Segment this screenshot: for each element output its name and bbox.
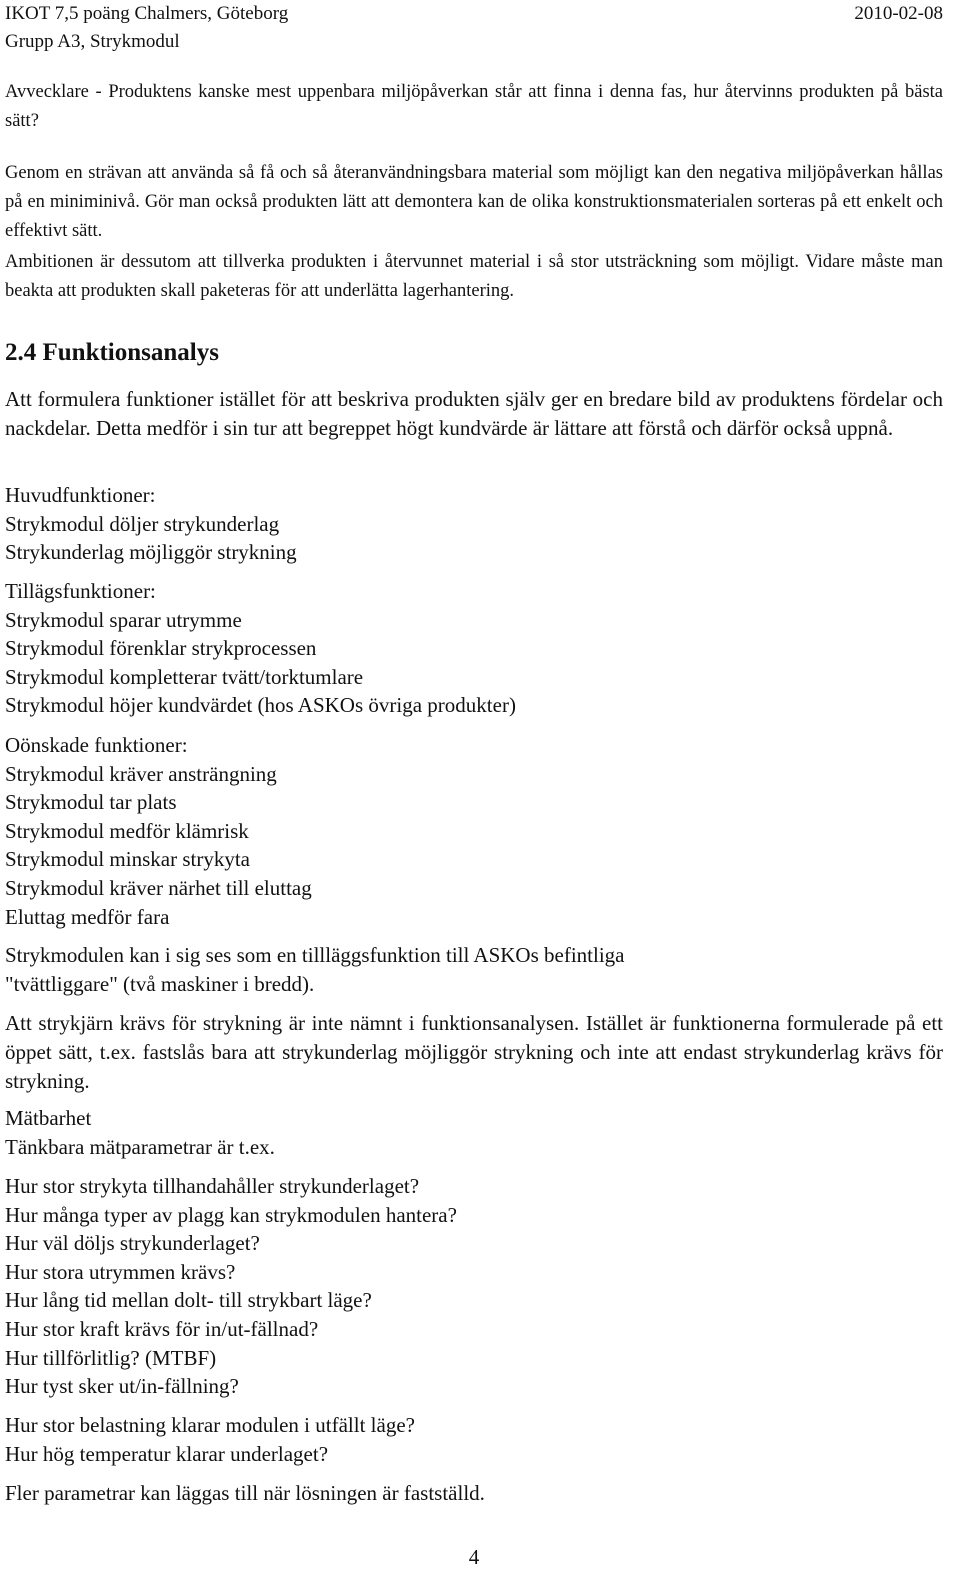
list-item: Strykunderlag möjliggör strykning xyxy=(5,540,297,565)
section-paragraph: Att formulera funktioner istället för att beskriva produkten själv ger en bredare bild av produktens fördelar och nackdelar. Detta medför i sin tur att begreppet högt kundvärde är lättare att förstå och därför också uppnå. xyxy=(5,387,943,440)
notes-paragraph-1: Strykmodulen kan i sig ses som en tillläggsfunktion till ASKOs befintliga "tvättliggare" (två maskiner i bredd). xyxy=(5,943,625,996)
intro-paragraph-1: Avvecklare - Produktens kanske mest uppenbara miljöpåverkan står att finna i denna fas, hur återvinns produkten på bästa sätt? xyxy=(5,82,943,131)
measurability-heading xyxy=(5,1104,943,1161)
intro-paragraph-3: Ambitionen är dessutom att tillverka produkten i återvunnet material i så stor utsträckning som möjligt. Vidare måste man beakta att produkten skall paketeras för att underlätta lagerhantering. xyxy=(5,252,943,301)
list-item: Hur många typer av plagg kan strykmodulen hantera? xyxy=(5,1202,457,1227)
main-functions-list xyxy=(5,481,943,567)
list-item: Strykmodul medför klämrisk xyxy=(5,818,249,843)
list-title: Huvudfunktioner: xyxy=(5,483,156,507)
list-item: Strykmodul minskar strykyta xyxy=(5,847,250,872)
list-item: Strykmodul kräver närhet till eluttag xyxy=(5,875,312,900)
list-item: Eluttag medför fara xyxy=(5,904,170,929)
list-item: Hur stor kraft krävs för in/ut-fällnad? xyxy=(5,1316,319,1341)
list-item: Hur väl döljs strykunderlaget? xyxy=(5,1231,260,1256)
list-item: Strykmodul sparar utrymme xyxy=(5,607,242,632)
page-header xyxy=(5,0,943,56)
header-group: Grupp A3, Strykmodul xyxy=(5,31,180,52)
measurability-questions-more xyxy=(5,1411,943,1468)
header-course: IKOT 7,5 poäng Chalmers, Göteborg xyxy=(5,3,289,24)
list-item: Strykmodul höjer kundvärdet (hos ASKOs övriga produkter) xyxy=(5,693,516,718)
list-item: Hur stor strykyta tillhandahåller strykunderlaget? xyxy=(5,1174,420,1198)
list-item: Strykmodul kräver ansträngning xyxy=(5,761,277,786)
closing-line: Fler parametrar kan läggas till när lösningen är fastställd. xyxy=(5,1481,485,1505)
list-item: Strykmodul kompletterar tvätt/torktumlare xyxy=(5,664,364,689)
measurability-questions xyxy=(5,1172,943,1401)
list-title: Tillägsfunktioner: xyxy=(5,579,156,603)
list-item: Hur stor belastning klarar modulen i utfällt läge? xyxy=(5,1413,415,1437)
list-item: Strykmodul tar plats xyxy=(5,790,177,815)
extra-functions-list xyxy=(5,577,943,720)
list-item: Hur lång tid mellan dolt- till strykbart läge? xyxy=(5,1288,372,1313)
list-item: Strykmodul döljer strykunderlag xyxy=(5,511,280,536)
list-item: Hur tillförlitlig? (MTBF) xyxy=(5,1345,217,1370)
intro-paragraph-2: Genom en strävan att använda så få och så återanvändningsbara material som möjligt kan den negativa miljöpåverkan hållas på en miniminivå. Gör man också produkten lätt att demontera kan de olika konstruktionsmaterialen sorteras på ett enkelt och effektivt sätt. xyxy=(5,163,943,241)
page-number: 4 xyxy=(468,1545,480,1569)
list-item: Hur hög temperatur klarar underlaget? xyxy=(5,1441,329,1466)
header-date: 2010-02-08 xyxy=(854,3,943,24)
list-item: Hur stora utrymmen krävs? xyxy=(5,1259,236,1284)
document-page xyxy=(5,0,943,1589)
list-item: Hur tyst sker ut/in-fällning? xyxy=(5,1374,239,1399)
section-heading: 2.4 Funktionsanalys xyxy=(5,339,219,366)
notes-paragraph-2: Att strykjärn krävs för strykning är inte nämnt i funktionsanalysen. Istället är funktionerna formulerade på ett öppet sätt, t.ex. fastslås bara att strykunderlag möjliggör strykning och inte att endast strykunderlag krävs för strykning. xyxy=(5,1011,943,1093)
unwanted-functions-list xyxy=(5,731,943,931)
list-item: Strykmodul förenklar strykprocessen xyxy=(5,636,317,661)
measurability-title: Mätbarhet xyxy=(5,1106,92,1130)
measurability-subtitle: Tänkbara mätparametrar är t.ex. xyxy=(5,1134,275,1159)
list-title: Oönskade funktioner: xyxy=(5,733,188,757)
